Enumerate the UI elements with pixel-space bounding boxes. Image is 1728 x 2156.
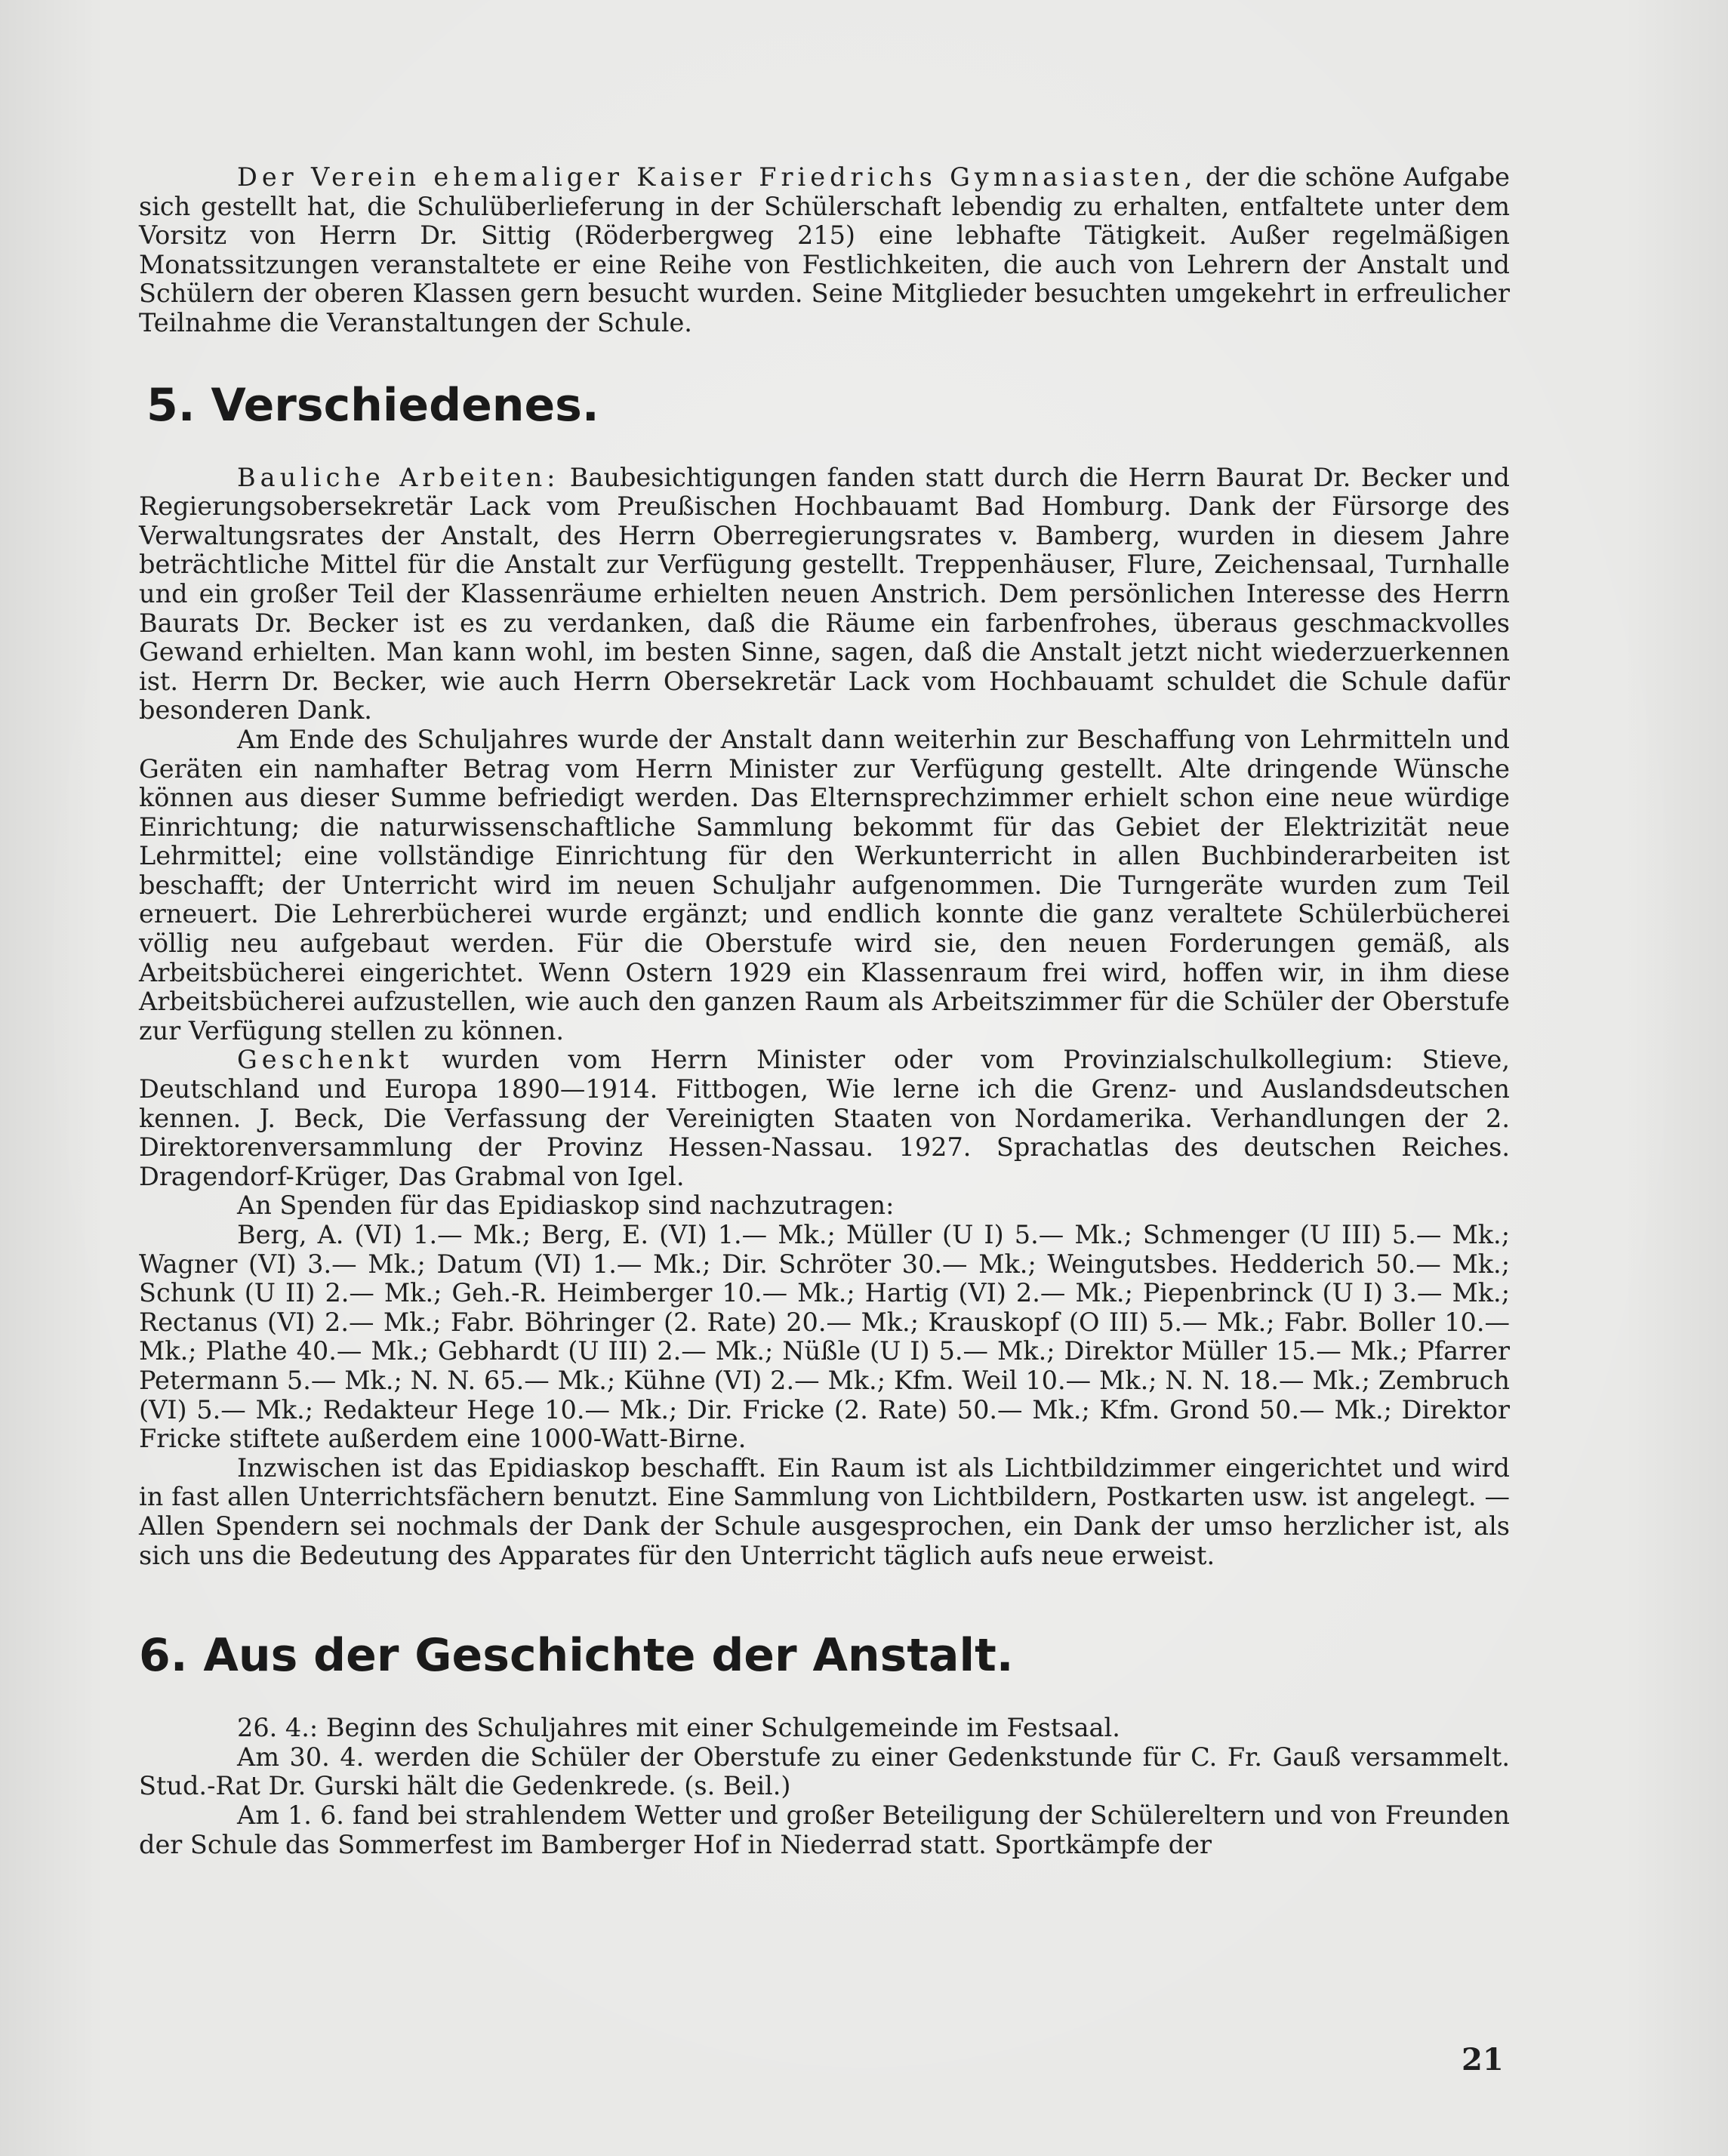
- section-6-heading: 6. Aus der Geschichte der Anstalt.: [139, 1629, 1014, 1683]
- lehrmittel-paragraph: Am Ende des Schuljahres wurde der Anstalt dann weiterhin zur Beschaffung von Lehrmitteln und Geräten ein namhafter Betrag vom Herrn Minister zur Verfügung gestellt. Alte dringende Wünsche können aus dieser Summe befriedigt werden. Das Elternsprechzimmer erhielt schon eine neue würdige Einrichtung; die naturwissenschaftliche Sammlung bekommt für das Gebiet der Elektrizität neue Lehrmittel; eine vollständige Einrichtung für den Werkunterricht in allen Buchbinderarbeiten ist beschafft; der Unterricht wird im neuen Schuljahr aufgenommen. Die Turngeräte wurden zum Teil erneuert. Die Lehrerbücherei wurde ergänzt; und endlich konnte die ganz veraltete Schülerbücherei völlig neu aufgebaut werden. Für die Oberstufe wird sie, den neuen Forderungen gemäß, als Arbeitsbücherei eingerichtet. Wenn Ostern 1929 ein Klassenraum frei wird, hoffen wir, in ihm diese Arbeitsbücherei aufzustellen, wie auch den ganzen Raum als Arbeitszimmer für die Schüler der Oberstufe zur Verfügung stellen zu können.: [139, 724, 1510, 1046]
- verein-paragraph: [139, 163, 1510, 338]
- geschenkt-paragraph: [139, 1046, 1510, 1191]
- chronicle-entry-1: 26. 4.: Beginn des Schuljahres mit einer Schulgemeinde im Festsaal.: [237, 1713, 1120, 1743]
- bauliche-lead: Bauliche Arbeiten:: [237, 462, 560, 492]
- spenden-intro: An Spenden für das Epidiaskop sind nachzutragen:: [237, 1190, 895, 1221]
- bauliche-arbeiten-paragraph: [139, 464, 1510, 725]
- chronicle-entry-3: Am 1. 6. fand bei strahlendem Wetter und großer Beteiligung der Schülereltern und von Freunden der Schule das Sommerfest im Bamberger Hof in Niederrad statt. Sportkämpfe der: [139, 1800, 1510, 1859]
- section-5-heading: 5. Verschiedenes.: [146, 378, 599, 432]
- geschenkt-text: wurden vom Herrn Minister oder vom Provinzialschulkollegium: Stieve, Deutschland und Europa 1890—1914. Fittbogen, Wie lerne ich die Grenz- und Auslandsdeutschen kennen. J. Beck, Die Verfassung der Vereinigten Staaten von Nordamerika. Verhandlungen der 2. Direktorenversammlung der Provinz Hessen-Nassau. 1927. Sprachatlas des deutschen Reiches. Dragendorf-Krüger, Das Grabmal von Igel.: [139, 1045, 1510, 1191]
- geschenkt-lead: Geschenkt: [237, 1045, 414, 1075]
- chronicle-entry-2: Am 30. 4. werden die Schüler der Oberstufe zu einer Gedenkstunde für C. Fr. Gauß versammelt. Stud.-Rat Dr. Gurski hält die Gedenkrede. (s. Beil.): [139, 1742, 1510, 1801]
- epidiaskop-paragraph: Inzwischen ist das Epidiaskop beschafft. Ein Raum ist als Lichtbildzimmer eingerichtet und wird in fast allen Unterrichtsfächern benutzt. Eine Sammlung von Lichtbildern, Postkarten usw. ist angelegt. — Allen Spendern sei nochmals der Dank der Schule ausgesprochen, ein Dank der umso herzlicher ist, als sich uns die Bedeutung des Apparates für den Unterricht täglich aufs neue erweist.: [139, 1452, 1510, 1570]
- spenden-list: Berg, A. (VI) 1.— Mk.; Berg, E. (VI) 1.— Mk.; Müller (U I) 5.— Mk.; Schmenger (U III) 5.— Mk.; Wagner (VI) 3.— Mk.; Datum (VI) 1.— Mk.; Dir. Schröter 30.— Mk.; Weingutsbes. Hedderich 50.— Mk.; Schunk (U II) 2.— Mk.; Geh.-R. Heimberger 10.— Mk.; Hartig (VI) 2.— Mk.; Piepenbrinck (U I) 3.— Mk.; Rectanus (VI) 2.— Mk.; Fabr. Böhringer (2. Rate) 20.— Mk.; Krauskopf (O III) 5.— Mk.; Fabr. Boller 10.— Mk.; Plathe 40.— Mk.; Gebhardt (U III) 2.— Mk.; Nüßle (U I) 5.— Mk.; Direktor Müller 15.— Mk.; Pfarrer Petermann 5.— Mk.; N. N. 65.— Mk.; Kühne (VI) 2.— Mk.; Kfm. Weil 10.— Mk.; N. N. 18.— Mk.; Zembruch (VI) 5.— Mk.; Redakteur Hege 10.— Mk.; Dir. Fricke (2. Rate) 50.— Mk.; Kfm. Grond 50.— Mk.; Direktor Fricke stiftete außerdem eine 1000-Watt-Birne.: [139, 1220, 1510, 1454]
- page-number: 21: [1462, 2042, 1504, 2077]
- document-page: [139, 163, 1510, 1859]
- verein-lead: Der Verein ehemaliger Kaiser Friedrichs Gymnasiasten,: [237, 162, 1197, 192]
- bauliche-text: Baubesichtigungen fanden statt durch die Herrn Baurat Dr. Becker und Regierungsobersekretär Lack vom Preußischen Hochbauamt Bad Homburg. Dank der Fürsorge des Verwaltungsrates der Anstalt, des Herrn Oberregierungsrates v. Bamberg, wurden in diesem Jahre beträchtliche Mittel für die Anstalt zur Verfügung gestellt. Treppenhäuser, Flure, Zeichensaal, Turnhalle und ein großer Teil der Klassenräume erhielten neuen Anstrich. Dem persönlichen Interesse des Herrn Baurats Dr. Becker ist es zu verdanken, daß die Räume ein farbenfrohes, überaus geschmackvolles Gewand erhielten. Man kann wohl, im besten Sinne, sagen, daß die Anstalt jetzt nicht wiederzuerkennen ist. Herrn Dr. Becker, wie auch Herrn Obersekretär Lack vom Hochbauamt schuldet die Schule dafür besonderen Dank.: [139, 462, 1510, 725]
- verein-text: der die schöne Aufgabe sich gestellt hat, die Schulüberlieferung in der Schülerschaft lebendig zu erhalten, entfaltete unter dem Vorsitz von Herrn Dr. Sittig (Röderbergweg 215) eine lebhafte Tätigkeit. Außer regelmäßigen Monatssitzungen veranstaltete er eine Reihe von Festlichkeiten, die auch von Lehrern der Anstalt und Schülern der oberen Klassen gern besucht wurden. Seine Mitglieder besuchten umgekehrt in erfreulicher Teilnahme die Veranstaltungen der Schule.: [139, 162, 1510, 337]
